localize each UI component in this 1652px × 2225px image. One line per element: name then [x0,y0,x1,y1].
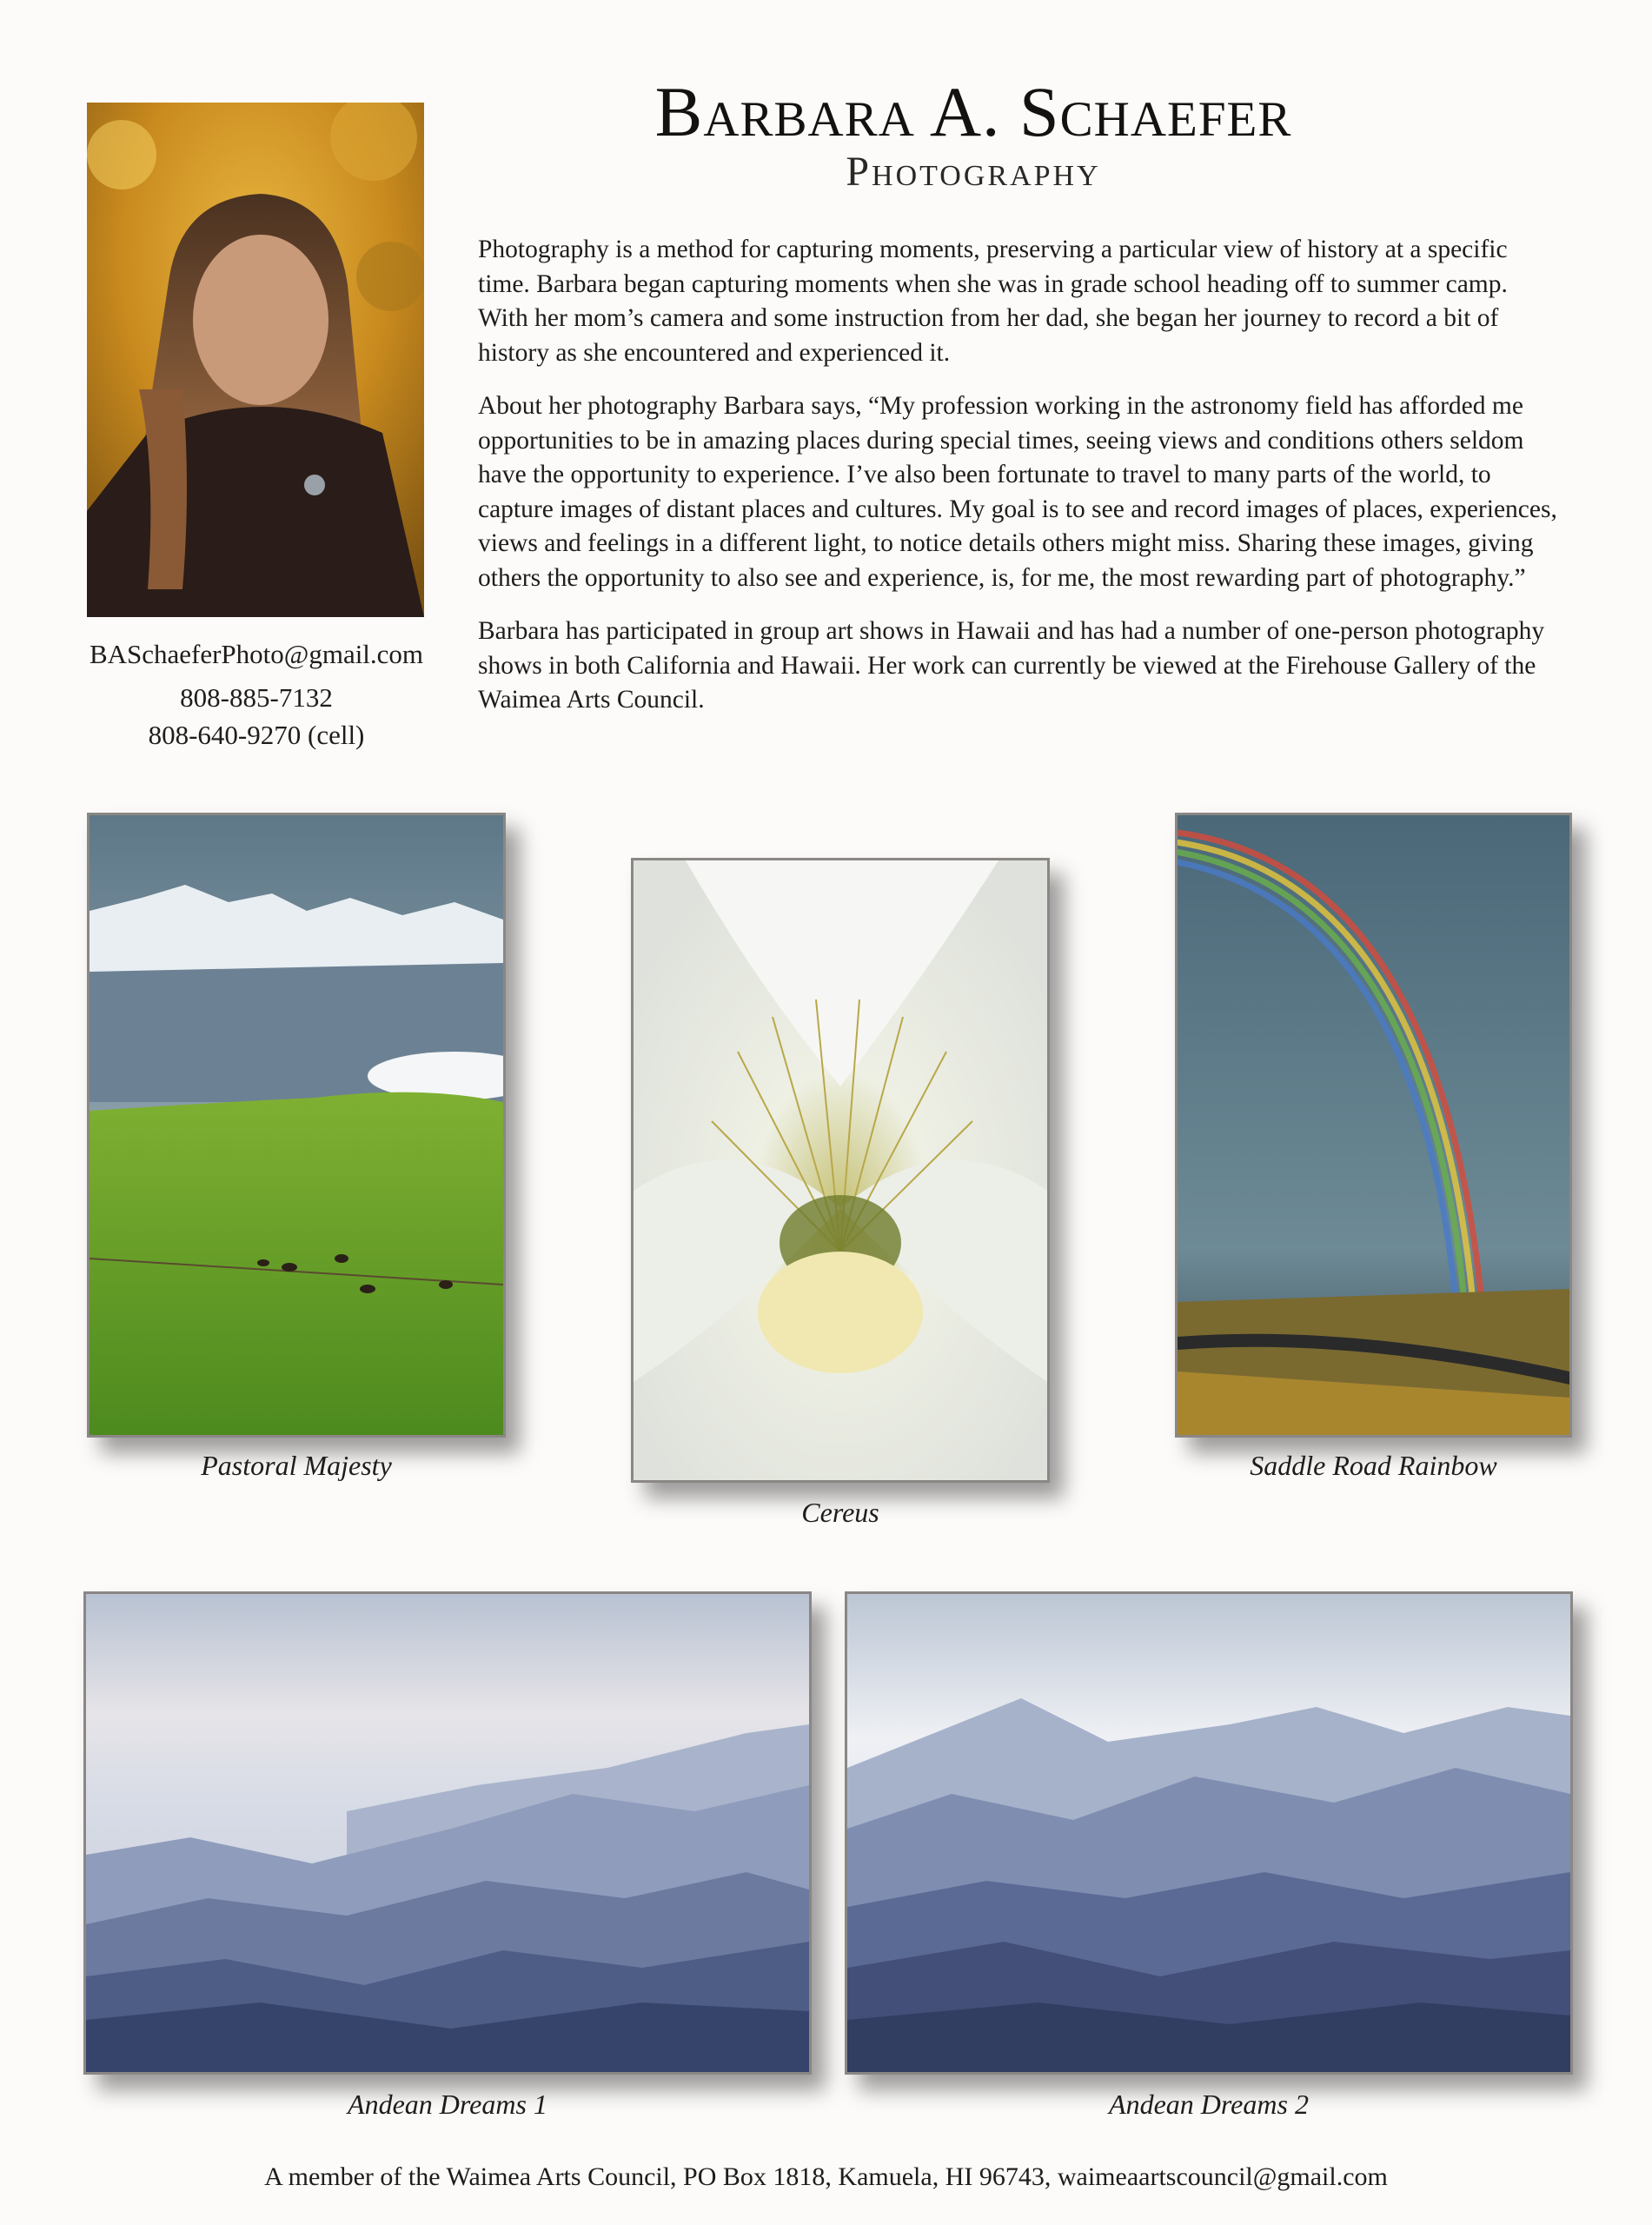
contact-phone: 808-885-7132 [180,682,333,713]
photo-andean-dreams-2 [845,1591,1573,2075]
photo-pastoral-majesty [87,813,506,1438]
footer: A member of the Waimea Arts Council, PO Box 1818, Kamuela, HI 96743, waimeaartscouncil@gmail.com [264,2162,1388,2191]
bio-paragraph-3: Barbara has participated in group art shows in Hawaii and has had a number of one-person photography shows in both California and Hawaii. Her work can currently be viewed at the Firehouse Gallery of the Waimea Arts Council. [478,617,1545,714]
bio-paragraph-1: Photography is a method for capturing moments, preserving a particular view of history at a specific time. Barbara began capturing moments when she was in grade school heading off to summer camp. With her mom’s camera and some instruction from her dad, she began her journey to record a bit of history as she encountered and experienced it. [478,236,1508,367]
caption-cereus: Cereus [801,1497,879,1528]
caption-andean-dreams-2: Andean Dreams 2 [1109,2089,1309,2120]
photo-saddle-road-rainbow [1175,813,1572,1438]
caption-andean-dreams-1: Andean Dreams 1 [348,2089,547,2120]
photo-cereus [631,858,1050,1483]
portrait-photo [87,103,424,617]
photo-andean-dreams-1 [83,1591,812,2075]
caption-saddle-road-rainbow: Saddle Road Rainbow [1250,1450,1497,1481]
artist-name: Barbara A. Schaefer [654,72,1292,151]
caption-pastoral-majesty: Pastoral Majesty [201,1450,392,1481]
bio-paragraph-2: About her photography Barbara says, “My profession working in the astronomy field has afforded me opportunities to be in amazing places during special times, seeing views and conditions others seldom have the opportunity to experience. I’ve also been fortunate to travel to many parts of the world, to capture images of distant places and cultures. My goal is to see and record images of places, experiences, views and feelings in a different light, to notice details others might miss. Sharing these images, giving others the opportunity to also see and experience, is, for me, the most rewarding part of photography.” [478,392,1557,592]
bio [478,233,1560,737]
contact-cell: 808-640-9270 (cell) [148,720,365,750]
contact-email[interactable]: BASchaeferPhoto@gmail.com [89,639,424,669]
page-subtitle: Photography [846,149,1101,195]
